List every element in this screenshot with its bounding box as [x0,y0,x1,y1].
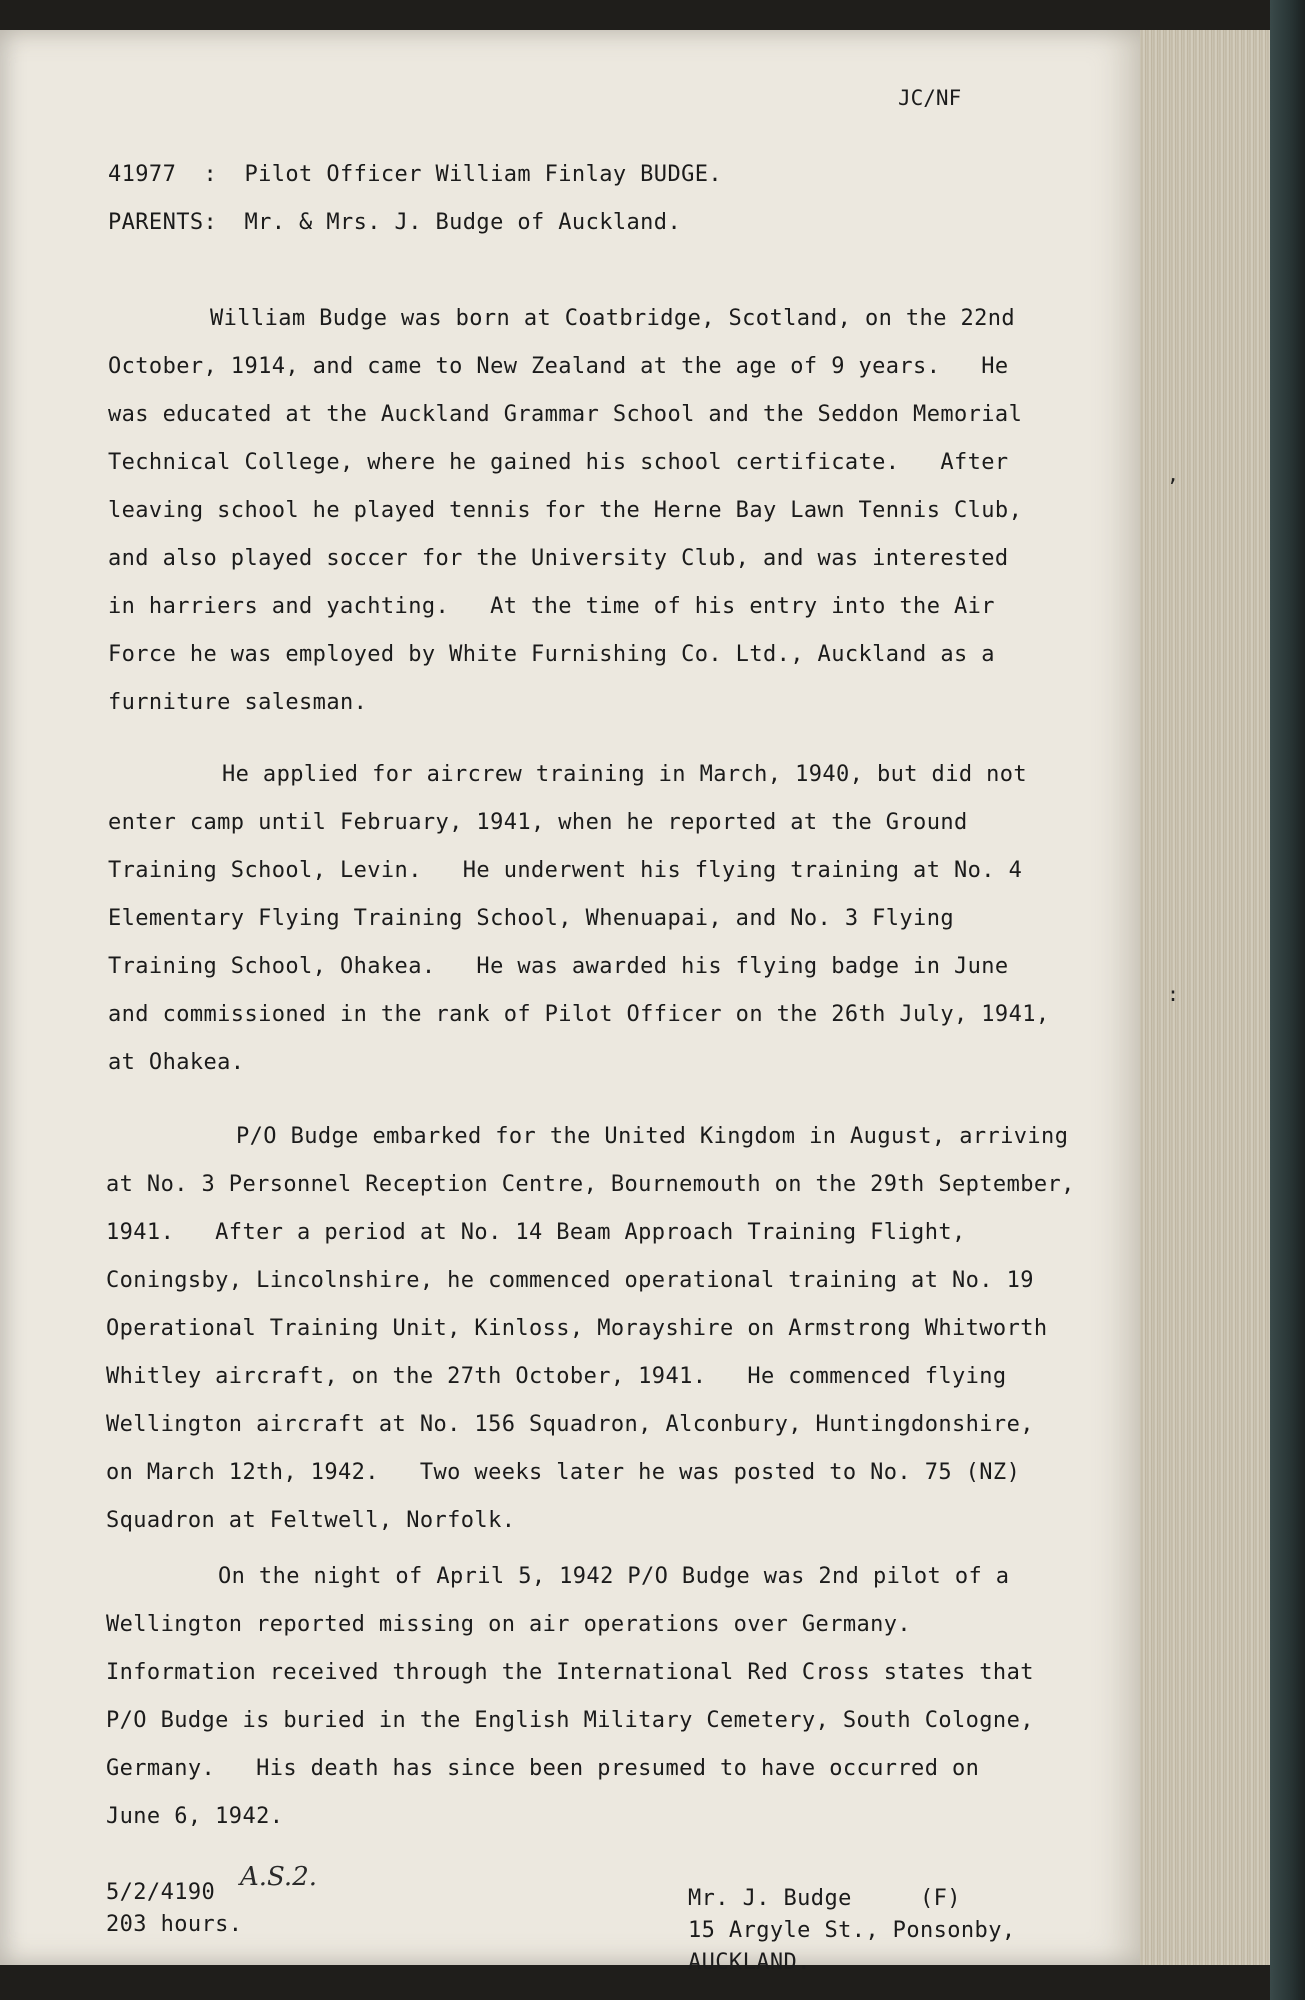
flying-hours: 203 hours. [106,1912,243,1937]
body-line: Training School, Levin. He underwent his flying training at No. 4 [108,858,1023,883]
body-line: and also played soccer for the University Club, and was interested [108,546,1009,571]
body-line: furniture salesman. [108,690,368,715]
body-line: on March 12th, 1942. Two weeks later he was posted to No. 75 (NZ) [106,1460,1021,1485]
body-line: and commissioned in the rank of Pilot Officer on the 26th July, 1941, [108,1002,1050,1027]
body-line: in harriers and yachting. At the time of his entry into the Air [108,594,995,619]
body-line: Operational Training Unit, Kinloss, Morayshire on Armstrong Whitworth [106,1316,1048,1341]
body-line: Force he was employed by White Furnishing Co. Ltd., Auckland as a [108,642,995,667]
address-line: Mr. J. Budge (F) [688,1886,961,1911]
body-line: Training School, Ohakea. He was awarded his flying badge in June [108,954,1009,979]
body-line: June 6, 1942. [106,1804,284,1829]
body-line: at Ohakea. [108,1050,245,1075]
body-line: Technical College, where he gained his school certificate. After [108,450,1009,475]
address-line: 15 Argyle St., Ponsonby, [688,1918,1016,1943]
body-line: Germany. His death has since been presumed to have occurred on [106,1756,980,1781]
file-reference: 5/2/4190 [106,1880,216,1905]
record-title: 41977 : Pilot Officer William Finlay BUDGE. [108,162,723,187]
body-line: 1941. After a period at No. 14 Beam Approach Training Flight, [106,1220,966,1245]
margin-mark: , [1167,462,1180,486]
book-binding [1270,0,1305,2000]
body-line: Elementary Flying Training School, Whenuapai, and No. 3 Flying [108,906,954,931]
reference-code: JC/NF [898,86,962,110]
handwritten-note: A.S.2. [240,1862,317,1892]
body-line: enter camp until February, 1941, when he reported at the Ground [108,810,968,835]
body-line: at No. 3 Personnel Reception Centre, Bournemouth on the 29th September, [106,1172,1075,1197]
body-line: P/O Budge embarked for the United Kingdom in August, arriving [236,1124,1069,1149]
body-line: leaving school he played tennis for the Herne Bay Lawn Tennis Club, [108,498,1023,523]
body-line: Wellington reported missing on air operations over Germany. [106,1612,912,1637]
body-line: Whitley aircraft, on the 27th October, 1941. He commenced flying [106,1364,1007,1389]
body-line: On the night of April 5, 1942 P/O Budge was 2nd pilot of a [218,1564,1010,1589]
body-line: He applied for aircrew training in March, 1940, but did not [222,762,1028,787]
body-line: Wellington aircraft at No. 156 Squadron, Alconbury, Huntingdonshire, [106,1412,1034,1437]
parents-line: PARENTS: Mr. & Mrs. J. Budge of Auckland. [108,210,682,235]
body-line: Coningsby, Lincolnshire, he commenced operational training at No. 19 [106,1268,1034,1293]
body-line: P/O Budge is buried in the English Military Cemetery, South Cologne, [106,1708,1034,1733]
body-line: October, 1914, and came to New Zealand at the age of 9 years. He [108,354,1009,379]
body-line: William Budge was born at Coatbridge, Scotland, on the 22nd [210,306,1016,331]
body-line: Information received through the International Red Cross states that [106,1660,1034,1685]
address-line: AUCKLAND. [688,1950,811,1975]
page-edges [1140,30,1270,1965]
margin-mark: : [1167,982,1180,1006]
body-line: was educated at the Auckland Grammar School and the Seddon Memorial [108,402,1023,427]
body-line: Squadron at Feltwell, Norfolk. [106,1508,516,1533]
